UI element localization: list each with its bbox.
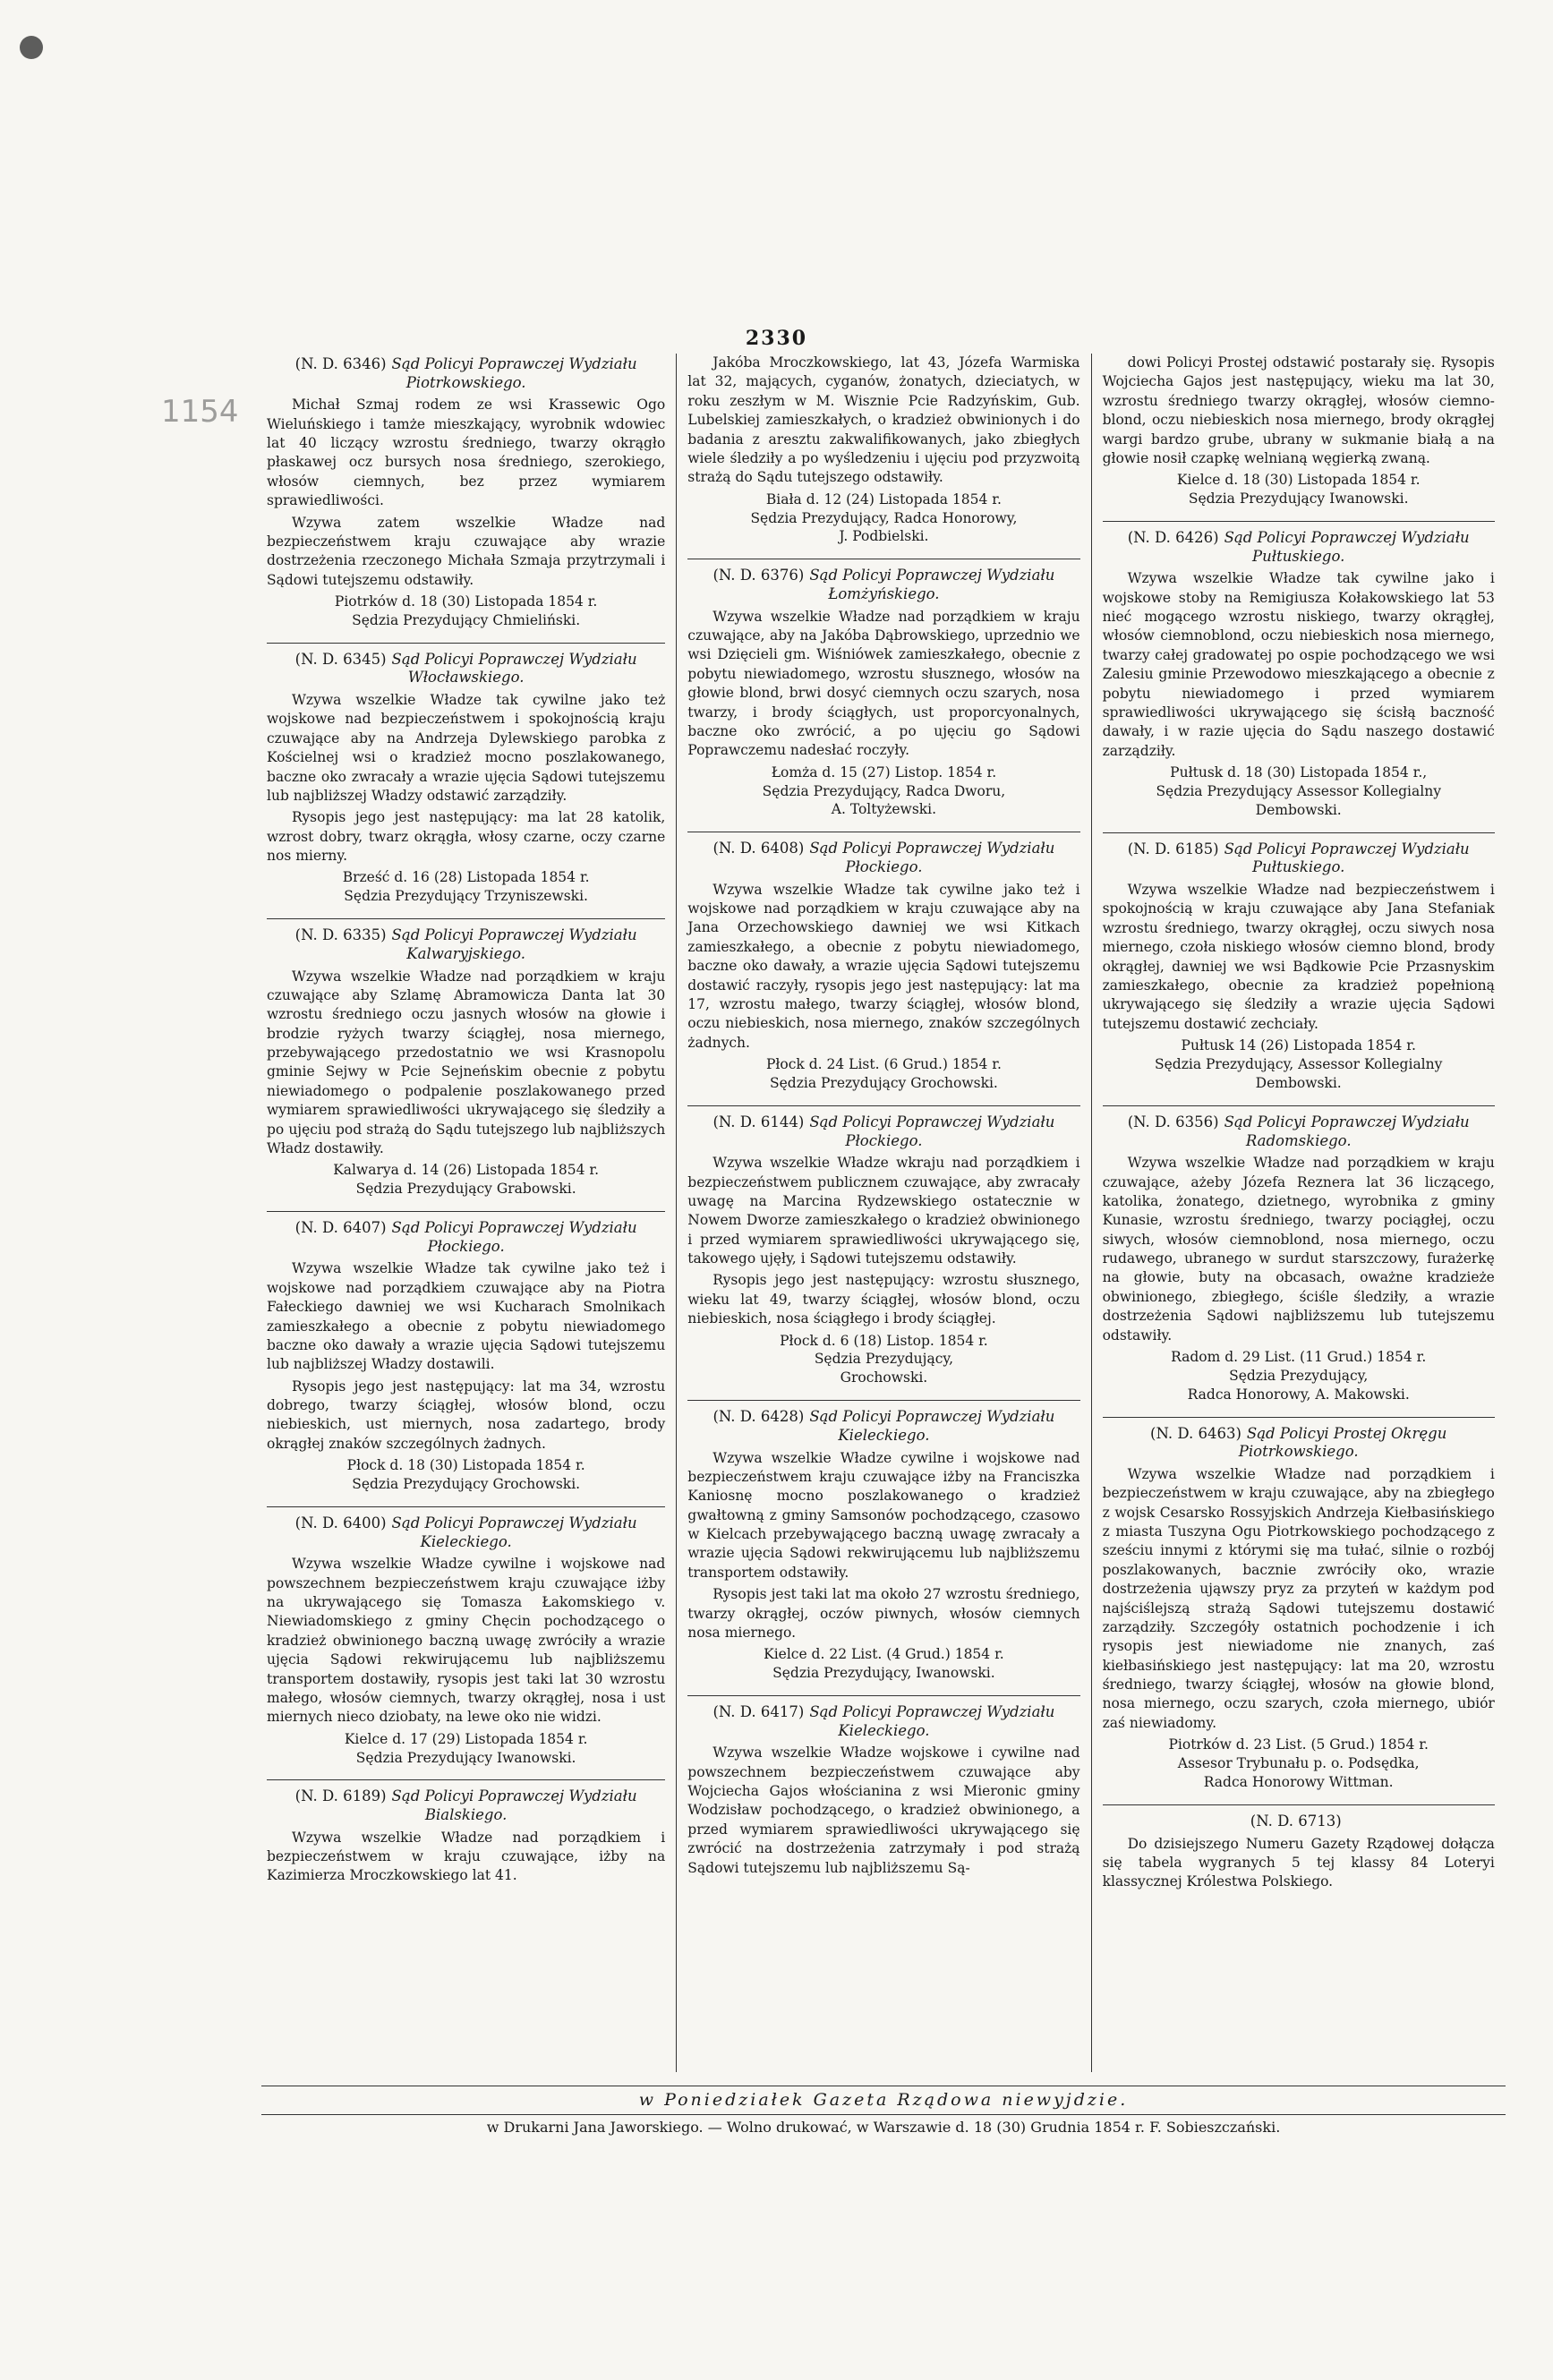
court-notice — [687, 1113, 1079, 1387]
court-notice — [1103, 840, 1495, 1093]
court-notice — [267, 926, 665, 1199]
notice-id: (N. D. 6346) — [294, 355, 387, 372]
notice-header — [687, 567, 1079, 603]
notice-signature: Sędzia Prezydujący Assessor Kollegialny — [1156, 783, 1441, 800]
notice-header — [267, 1514, 665, 1551]
notice-signature: Sędzia Prezydujący, — [1229, 1367, 1369, 1384]
notice-signature: Sędzia Prezydujący, — [814, 1351, 954, 1368]
notice-paragraph: Wzywa wszelkie Władze nad porządkiem w kraju czuwające aby Szlamę Abramowicza Danta lat 30 wzrostu średniego oczu jasnych włosów na głowie i brodzie ryżych twarzy ściągłej, nosa miernego, przebywającego przedostatnio we wsi Krasnopolu gminie Sejwy w Pcie Sejneńskim obecnie z pobytu niewiadomego o podpalenie poszlakowanego przed wymiarem sprawiedliwości ukrywającego się śledziły a po ujęciu pod strażą do Sądu tutejszego lub najbliższych Władz dostawiły. — [267, 968, 666, 1156]
notice-divider — [687, 1695, 1079, 1696]
notice-header — [267, 926, 665, 963]
notice-divider — [1103, 1417, 1495, 1418]
notice-header — [687, 1703, 1079, 1740]
notice-signature: Sędzia Prezydujący Iwanowski. — [1188, 491, 1409, 508]
notice-divider — [267, 1779, 665, 1780]
notice-divider — [1103, 1105, 1495, 1106]
notice-place-date: Brześć d. 16 (28) Listopada 1854 r. — [342, 869, 590, 886]
notice-place-date: Kielce d. 17 (29) Listopada 1854 r. — [344, 1730, 588, 1747]
page-number: 2330 — [745, 327, 808, 350]
notice-place-date: Pułtusk d. 18 (30) Listopada 1854 r., — [1170, 764, 1428, 781]
notice-paragraph: Wzywa wszelkie Władze tak cywilne jako też wojskowe nad bezpieczeństwem i spokojnością kraju czuwające aby na Andrzeja Dylewskiego parobka z Kościelnej wsi o kradzież mocno poszlakowanego, baczne oko zwracały a wrazie ujęcia Sądowi tutejszemu lub najbliższej Władzy odstawić zarządziły. — [267, 692, 666, 804]
notice-paragraph: Wzywa wszelkie Władze cywilne i wojskowe nad bezpieczeństwem kraju czuwające iżby na Franciszka Kaniosnę mocno poszlakowanego o kradzież gwałtowną z gminy Samsonów pochodzącego, czasowo w Kielcach przebywającego baczną uwagę zwracały a wrazie ujęcia Sądowi rekwirującemu lub najbliższemu transportem odstawiły. — [687, 1449, 1080, 1581]
notice-id: (N. D. 6185) — [1127, 840, 1219, 857]
notice-signature: Dembowski. — [1255, 801, 1342, 818]
notice-signature: Radca Honorowy, A. Makowski. — [1187, 1386, 1410, 1403]
notice-signature: Sędzia Prezydujący Grabowski. — [355, 1181, 576, 1198]
notice-header — [267, 355, 665, 392]
notice-paragraph: Wzywa wszelkie Władze wkraju nad porządkiem i bezpieczeństwem publicznem czuwające, aby zwracały uwagę na Marcina Rydzewskiego ostatecznie w Nowem Dworze zamieszkałego o kradzież obwinionego i przed wymiarem sprawiedliwości ukrywającego się, takowego ujęły, i Sądowi tutejszemu odstawiły. — [687, 1155, 1080, 1267]
court-name: Sąd Policyi Poprawczej Wydziału Kieleckiego. — [391, 1514, 637, 1550]
notice-place-date: Pułtusk 14 (26) Listopada 1854 r. — [1181, 1037, 1416, 1054]
notice-paragraph: Rysopis jego jest następujący: wzrostu słusznego, wieku lat 49, twarzy ściągłej, włosów blond, oczu niebieskich, nosa ściągłego i brody ściągłej. — [687, 1272, 1080, 1327]
court-name: Sąd Policyi Prostej Okręgu Piotrkowskiego. — [1238, 1424, 1447, 1461]
court-name: Sąd Policyi Poprawczej Wydziału Piotrkowskiego. — [391, 355, 637, 391]
handwritten-margin-mark: 1154 — [161, 394, 239, 430]
notice-place-date: Radom d. 29 List. (11 Grud.) 1854 r. — [1171, 1348, 1427, 1365]
notice-header — [267, 651, 665, 687]
notice-header — [1103, 1425, 1495, 1462]
notice-place-date: Płock d. 18 (30) Listopada 1854 r. — [346, 1457, 585, 1474]
notice-paragraph: Wzywa wszelkie Władze nad porządkiem i bezpieczeństwem w kraju czuwające, aby na zbiegłego z wojsk Cesarsko Rossyjskich Andrzeja Kiełbasińskiego z miasta Tuszyna Ogu Piotrkowskiego pochodzącego z sześciu innymi z którymi się ma tułać, silnie o rozbój poszlakowanych, bacznie zwróciły oko, wrazie dostrzeżenia ująwszy pryz za przyteń w każdym pod najściślejszą strażą Sądowi tutejszemu dostawić zarządziły. Szczegóły ostatnich pochodzenie i ich rysopis jest niewiadome nie znanych, zaś kiełbasińskiego jest następujący: lat ma 20, wzrostu średniego, twarzy ściągłej, włosów na głowie blond, nosa miernego, oczu szarych, czoła miernego, ubiór zaś niewiadomy. — [1102, 1465, 1495, 1731]
court-name: Sąd Policyi Poprawczej Wydziału Płockiego. — [809, 1113, 1055, 1149]
court-name: Sąd Policyi Poprawczej Wydziału Płockiego. — [809, 840, 1055, 876]
notice-id: (N. D. 6426) — [1127, 529, 1219, 547]
notice-paragraph: Wzywa wszelkie Władze nad porządkiem i bezpieczeństwem w kraju czuwające, iżby na Kazimierza Mroczkowskiego lat 41. — [267, 1829, 666, 1884]
court-notice — [1103, 1425, 1495, 1792]
notice-paragraph: Wzywa zatem wszelkie Władze nad bezpieczeństwem kraju czuwające aby wrazie dostrzeżenia rzeczonego Michała Szmaja przytrzymali i Sądowi tutejszemu odstawiły. — [267, 514, 666, 588]
column-1 — [261, 354, 676, 2072]
notice-paragraph: Wzywa wszelkie Władze wojskowe i cywilne nad powszechnem bezpieczeństwem czuwające aby Wojciecha Gajos włościanina z wsi Mieronic gminy Wodzisław pochodzącego, o kradzież obwinionego, a przed wymiarem sprawiedliwości ukrywającego się zwrócić na dostrzeżenia zatrzymały i pod strażą Sądowi tutejszemu lub najbliższemu Są- — [687, 1744, 1080, 1876]
notice-place-date: Łomża d. 15 (27) Listop. 1854 r. — [771, 763, 997, 781]
notice-id: (N. D. 6335) — [294, 926, 387, 944]
court-name: Sąd Policyi Poprawczej Wydziału Płockiego. — [391, 1219, 637, 1255]
notice-place-date: Płock d. 24 List. (6 Grud.) 1854 r. — [765, 1056, 1002, 1073]
notice-paragraph: Rysopis jego jest następujący: lat ma 34, wzrostu dobrego, twarzy ściągłej, włosów blond, oczu niebieskich, ust miernych, nosa zadartego, brody okrągłej znaków szczególnych żadnych. — [267, 1378, 666, 1452]
court-notice — [267, 651, 665, 906]
notice-id: (N. D. 6428) — [713, 1408, 805, 1426]
notice-paragraph: Wzywa wszelkie Władze tak cywilne jako też i wojskowe nad porządkiem w kraju czuwające aby na Jana Orzechowskiego dawniej we wsi Kitkach zamieszkałego, a obecnie z pobytu niewiadomego, baczne oko dawały, a wrazie ujęcia Sądowi tutejszemu dostawić raczyły, rysopis jego jest następujący: lat ma 17, wzrostu małego, twarzy ściągłej, włosów blond, oczu niebieskich, nosa miernego, znaków szczególnych żadnych. — [687, 881, 1080, 1051]
notice-place-date: Kielce d. 18 (30) Listopada 1854 r. — [1176, 472, 1421, 489]
footer-imprint: w Drukarni Jana Jaworskiego. — Wolno drukować, w Warszawie d. 18 (30) Grudnia 1854 r. F. Sobieszczański. — [261, 2114, 1506, 2136]
notice-signature: Dembowski. — [1255, 1074, 1342, 1091]
notice-id: (N. D. 6400) — [294, 1514, 387, 1531]
court-name: Sąd Policyi Poprawczej Wydziału Kalwaryjskiego. — [391, 926, 637, 962]
court-name: Sąd Policyi Poprawczej Wydziału Włocławskiego. — [391, 650, 637, 687]
court-notice — [267, 355, 665, 630]
notice-divider — [687, 1400, 1079, 1401]
notice-divider — [687, 1105, 1079, 1106]
notice-signature: Sędzia Prezydujący, Iwanowski. — [772, 1665, 995, 1682]
notice-signature: Sędzia Prezydujący Iwanowski. — [355, 1749, 576, 1766]
notice-signature: Sędzia Prezydujący, Radca Dworu, — [762, 782, 1006, 799]
notice-id: (N. D. 6189) — [294, 1787, 387, 1805]
notice-header — [267, 1219, 665, 1256]
ink-smudge — [20, 36, 43, 59]
court-name: Sąd Policyi Poprawczej Wydziału Łomżyńskiego. — [809, 567, 1055, 603]
court-name: Sąd Policyi Poprawczej Wydziału Pułtuskiego. — [1224, 529, 1470, 565]
notice-place-date: Biała d. 12 (24) Listopada 1854 r. — [765, 491, 1002, 508]
court-name: Sąd Policyi Poprawczej Wydziału Kieleckiego. — [809, 1408, 1055, 1444]
court-notice — [687, 567, 1079, 819]
notice-divider — [267, 643, 665, 644]
notice-signature: J. Podbielski. — [839, 528, 929, 545]
court-notice — [267, 1514, 665, 1767]
court-notice — [267, 1787, 665, 1885]
notice-paragraph: Wzywa wszelkie Władze nad porządkiem w kraju czuwające, ażeby Józefa Reznera lat 36 liczącego, katolika, żonatego, dzietnego, wyrobnika z gminy Kunasie, wzrostu średniego, twarzy pociągłej, oczu siwych, włosów ciemnoblond, nosa miernego, oczu rudawego, ubranego w surdut starszczowy, furażerkę na głowie, buty na obcasach, oważne kradzieże obwinionego, zbiegłego, ściśle śledziły, a wrazie dostrzeżenia Sądowi najbliższemu lub tutejszemu odstawiły. — [1102, 1155, 1495, 1344]
notice-signature: Radca Honorowy Wittman. — [1203, 1773, 1394, 1790]
notice-signature: Assesor Trybunału p. o. Podsędka, — [1177, 1755, 1420, 1772]
notice-header — [687, 1408, 1079, 1445]
notice-id: (N. D. 6407) — [294, 1219, 387, 1237]
notice-id: (N. D. 6376) — [713, 567, 805, 584]
court-notice — [1103, 354, 1495, 508]
notice-header — [687, 840, 1079, 876]
notice-id: (N. D. 6713) — [1250, 1812, 1342, 1830]
notice-header — [1103, 1813, 1495, 1831]
court-notice — [267, 1219, 665, 1494]
notice-id: (N. D. 6463) — [1150, 1424, 1242, 1442]
notice-signature: Sędzia Prezydujący, Assessor Kollegialny — [1155, 1056, 1443, 1073]
notice-paragraph: Wzywa wszelkie Władze cywilne i wojskowe nad powszechnem bezpieczeństwem kraju czuwające iżby na ukrywającego się Tomasza Łakomskiego v. Niewiadomskiego z gminy Chęcin pochodzącego o kradzież obwinionego baczną uwagę zwróciły a wrazie ujęcia Sądowi rekwirującemu lub najbliższemu transportem dostawiły, rysopis jest taki lat 30 wzrostu małego, włosów ciemnych, twarzy okrągłej, nosa i ust miernych nieco dziobaty, na lewe oko nie widzi. — [267, 1556, 666, 1726]
notice-paragraph: Rysopis jest taki lat ma około 27 wzrostu średniego, twarzy okrągłej, oczów piwnych, włosów ciemnych nosa miernego. — [687, 1586, 1080, 1641]
notice-paragraph: Wzywa wszelkie Władze tak cywilne jako i wojskowe stoby na Remigiusza Kołakowskiego lat 53 nieć mogącego wzrostu niskiego, twarzy okrągłej, włosów ciemnoblond, oczu niebieskich nosa miernego, twarzy całej gradowatej po ospie pochodzącego we wsi Zalesiu gminie Przewodowo mieszkającego a obecnie z pobytu niewiadomego i przed wymiarem sprawiedliwości ukrywającego się ścisłą baczność dawały, i w razie ujęcia do Sądu naszego dostawić zarządziły. — [1102, 570, 1495, 759]
notice-signature: Sędzia Prezydujący Grochowski. — [769, 1074, 998, 1091]
notice-place-date: Kielce d. 22 List. (4 Grud.) 1854 r. — [764, 1646, 1004, 1663]
court-notice — [687, 840, 1079, 1092]
notice-paragraph: Rysopis jego jest następujący: ma lat 28 katolik, wzrost dobry, twarz okrągła, włosy czarne, oczy czarne nos mierny. — [267, 809, 666, 865]
notice-divider — [1103, 521, 1495, 522]
notice-signature: Grochowski. — [840, 1369, 928, 1386]
notice-paragraph: Do dzisiejszego Numeru Gazety Rządowej dołącza się tabela wygranych 5 tej klassy 84 Loteryi klassycznej Królestwa Polskiego. — [1102, 1835, 1495, 1890]
court-name: Sąd Policyi Poprawczej Wydziału Kieleckiego. — [809, 1703, 1055, 1739]
notice-place-date: Piotrków d. 18 (30) Listopada 1854 r. — [334, 593, 598, 610]
notice-paragraph: Wzywa wszelkie Władze tak cywilne jako też i wojskowe nad porządkiem czuwające aby na Piotra Fałeckiego dawniej we wsi Kucharach Smolnikach zamieszkałego a obecnie z pobytu niewiadomego baczne oko dawały a wrazie ujęcia Sądowi tutejszemu lub najbliższej Władzy dostawili. — [267, 1260, 666, 1373]
notice-paragraph: dowi Policyi Prostej odstawić postarały się. Rysopis Wojciecha Gajos jest następujący, wieku ma lat 30, wzrostu średniego twarzy okrągłej, włosów ciemno-blond, oczu niebieskich nosa miernego, brody okrągłej wargi bardzo grube, ubrany w sukmanie białą a na głowie nosił czapkę welnianą węgierką zwaną. — [1102, 354, 1495, 466]
notice-signature: Sędzia Prezydujący Grochowski. — [352, 1476, 581, 1493]
notice-divider — [1103, 1804, 1495, 1805]
notice-id: (N. D. 6356) — [1127, 1113, 1219, 1130]
court-notice — [1103, 1113, 1495, 1404]
notice-divider — [1103, 832, 1495, 833]
court-name: Sąd Policyi Poprawczej Wydziału Pułtuskiego. — [1224, 840, 1470, 876]
notice-header — [267, 1787, 665, 1824]
notice-signature: Sędzia Prezydujący, Radca Honorowy, — [750, 509, 1018, 526]
notice-id: (N. D. 6345) — [294, 650, 387, 668]
notice-id: (N. D. 6144) — [713, 1113, 805, 1130]
court-notice — [687, 1408, 1079, 1683]
column-3 — [1091, 354, 1506, 2072]
notice-paragraph: Michał Szmaj rodem ze wsi Krassewic Ogo Wieluńskiego i tamże mieszkający, wyrobnik wdowiec lat 40 liczący wzrostu średniego, twarzy okrągło płaskawej ocz bursych nosa średniego, szerokiego, włosów ciemnych, bez przez wymiarem sprawiedliwości. — [267, 397, 666, 509]
notice-paragraph: Wzywa wszelkie Władze nad porządkiem w kraju czuwające, aby na Jakóba Dąbrowskiego, uprzednio we wsi Dzięcieli gm. Wiśniówek zamieszkałego, obecnie z pobytu niewiadomego, wzrostu słusznego, włosów na głowie blond, brwi dosyć ciemnych oczu szarych, nosa twarzy, i brody ściągłych, ust proporcyonalnych, baczne oko zwrócić, a po ujęciu go Sądowi Poprawczemu nadesłać roczyły. — [687, 608, 1080, 759]
notice-header — [687, 1113, 1079, 1150]
column-2 — [676, 354, 1090, 2072]
court-notice — [687, 1703, 1079, 1878]
notice-paragraph: Wzywa wszelkie Władze nad bezpieczeństwem i spokojnością w kraju czuwające aby Jana Stefaniak wzrostu średniego, twarzy okrągłej, oczu siwych nosa miernego, czoła niskiego włosów ciemno blond, brody okrągłej, dawniej we wsi Bądkowie Pcie Przasnyskim zamieszkałego, obecnie za kradzież popełnioną ukrywającego się śledziły a wrazie ujęcia Sądowi tutejszemu dostawić zechciały. — [1102, 882, 1495, 1032]
notice-header — [1103, 840, 1495, 877]
notice-place-date: Płock d. 6 (18) Listop. 1854 r. — [780, 1332, 988, 1349]
court-notice — [1103, 529, 1495, 820]
notice-header — [1103, 529, 1495, 566]
notice-columns — [261, 354, 1506, 2072]
court-notice — [1103, 1813, 1495, 1892]
notice-place-date: Kalwarya d. 14 (26) Listopada 1854 r. — [333, 1162, 600, 1179]
notice-divider — [267, 918, 665, 919]
notice-header — [1103, 1113, 1495, 1150]
notice-divider — [267, 1211, 665, 1212]
notice-id: (N. D. 6417) — [713, 1703, 805, 1721]
notice-signature: A. Toltyżewski. — [831, 801, 937, 818]
court-name: Sąd Policyi Poprawczej Wydziału Bialskiego. — [391, 1787, 637, 1824]
notice-divider — [267, 1506, 665, 1507]
notice-id: (N. D. 6408) — [713, 840, 805, 857]
notice-signature: Sędzia Prezydujący Trzyniszewski. — [344, 888, 588, 905]
notice-signature: Sędzia Prezydujący Chmieliński. — [352, 611, 581, 628]
court-notice — [687, 354, 1079, 546]
court-name: Sąd Policyi Poprawczej Wydziału Radomskiego. — [1224, 1113, 1470, 1149]
footer-notice: w Poniedziałek Gazeta Rządowa niewyjdzie. — [261, 2086, 1506, 2110]
notice-place-date: Piotrków d. 23 List. (5 Grud.) 1854 r. — [1168, 1736, 1429, 1753]
notice-paragraph: Jakóba Mroczkowskiego, lat 43, Józefa Warmiska lat 32, mających, cyganów, żonatych, dzieciatych, w roku zeszłym w M. Wisznie Pcie Radzyńskim, Gub. Lubelskiej zamieszkałych, o kradzież obwinionych i do badania z aresztu zakwalifikowanych, jako zbiegłych wiele śledziły a po wyśledzeniu i ujęciu pod przyzwoitą strażą do Sądu tutejszego odstawiły. — [687, 354, 1080, 486]
